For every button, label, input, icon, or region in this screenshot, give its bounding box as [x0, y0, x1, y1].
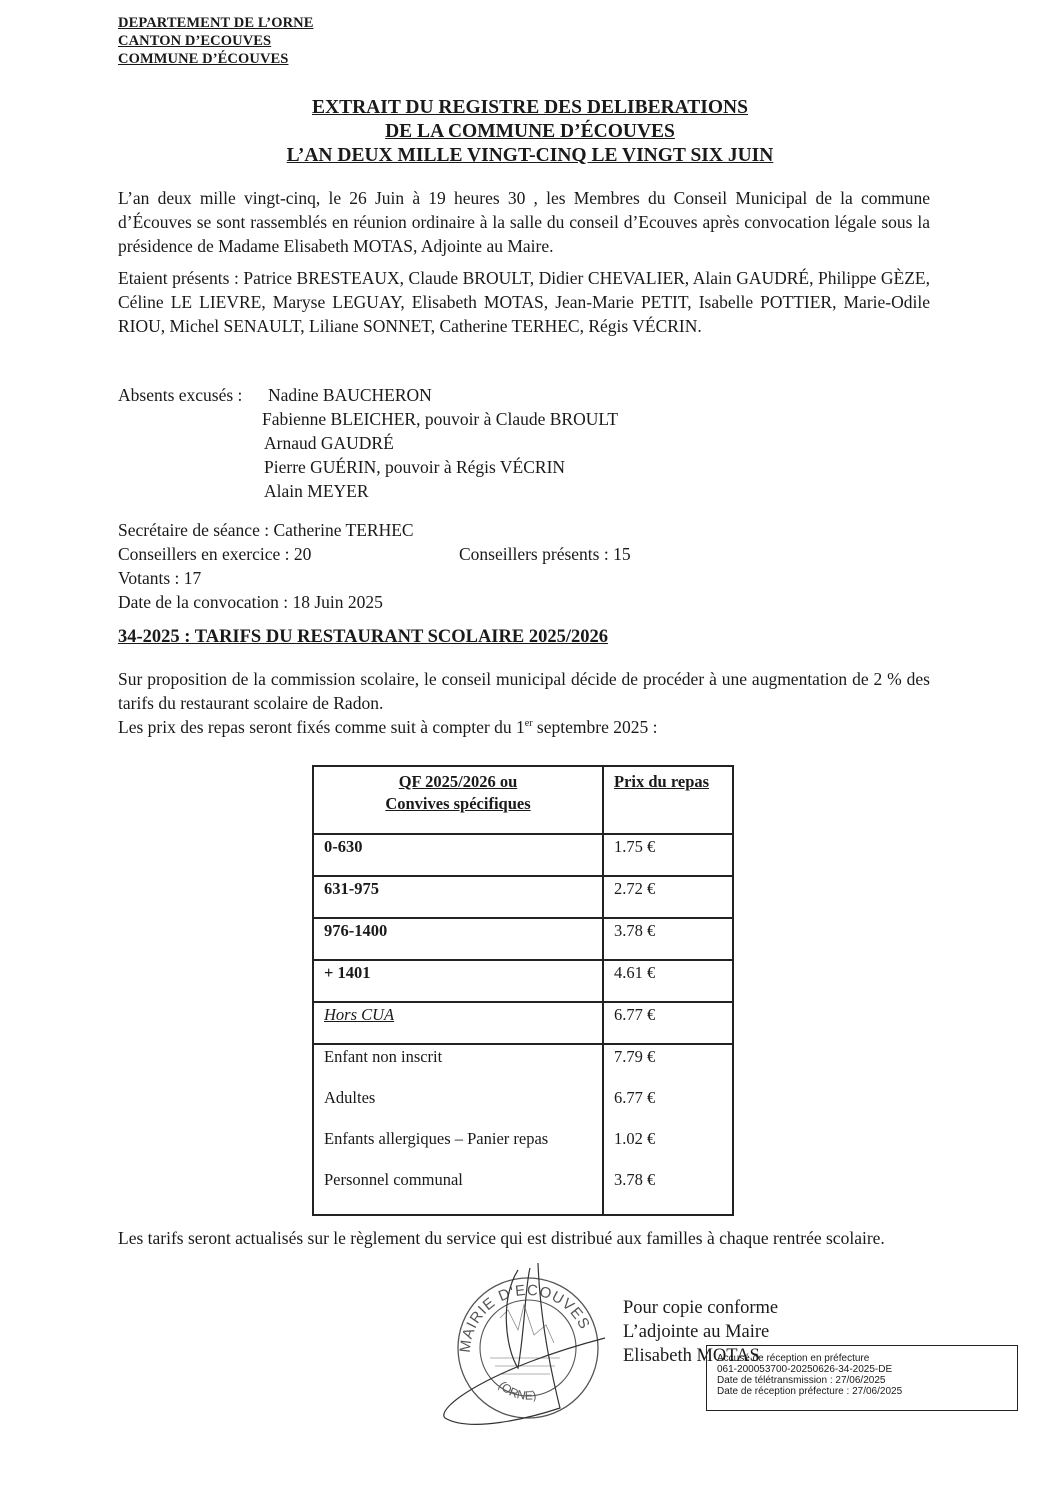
price-value: 6.77 €: [603, 1002, 733, 1044]
table-row: [313, 876, 733, 918]
price-value: 3.78 €: [603, 1168, 733, 1215]
absent-item: Nadine BAUCHERON: [268, 385, 432, 405]
qf-label: 0-630: [313, 834, 603, 876]
receipt-line-4: Date de réception préfecture : 27/06/2025: [717, 1386, 903, 1397]
convive-label: Enfants allergiques – Panier repas: [313, 1127, 603, 1168]
table-row: [313, 1044, 733, 1086]
title-line-1: EXTRAIT DU REGISTRE DES DELIBERATIONS: [312, 97, 748, 118]
signature-line-2: L’adjointe au Maire: [623, 1322, 770, 1342]
price-value: 4.61 €: [603, 960, 733, 1002]
table-row: [313, 1168, 733, 1215]
receipt-line-1: Accusé de réception en préfecture: [717, 1353, 870, 1364]
intro-paragraph: L’an deux mille vingt-cinq, le 26 Juin à 19 heures 30 , les Membres du Conseil Municipal de la commune d’Écouves se sont rassemblés en réunion ordinaire à la salle du conseil d’Ecouves après convocation légale sous la présidence de Madame Elisabeth MOTAS, Adjointe au Maire.: [118, 188, 930, 256]
convive-label: Adultes: [313, 1086, 603, 1127]
receipt-line-2: 061-200053700-20250626-34-2025-DE: [717, 1364, 893, 1375]
qf-label: Hors CUA: [313, 1002, 603, 1044]
price-value: 3.78 €: [603, 918, 733, 960]
signature-line-1: Pour copie conforme: [623, 1298, 779, 1318]
table-row: [313, 960, 733, 1002]
convive-label: Personnel communal: [313, 1168, 603, 1215]
table-header-row: [313, 766, 733, 834]
header-prix: Prix du repas: [603, 766, 733, 834]
table-row: [313, 918, 733, 960]
header-departement: DEPARTEMENT DE L’ORNE: [118, 15, 314, 31]
table-row: [313, 1002, 733, 1044]
date-convocation: Date de la convocation : 18 Juin 2025: [118, 592, 383, 612]
price-value: 1.75 €: [603, 834, 733, 876]
price-value: 2.72 €: [603, 876, 733, 918]
table-row: [313, 1127, 733, 1168]
deliberation-title: 34-2025 : TARIFS DU RESTAURANT SCOLAIRE 2025/2026: [118, 627, 608, 647]
mairie-seal-icon: [430, 1258, 620, 1438]
absent-item: Arnaud GAUDRÉ: [264, 433, 394, 453]
table-row: [313, 1086, 733, 1127]
header-qf: QF 2025/2026 ou Convives spécifiques: [313, 766, 603, 834]
presents-paragraph: Etaient présents : Patrice BRESTEAUX, Claude BROULT, Didier CHEVALIER, Alain GAUDRÉ, Philippe GÈZE, Céline LE LIEVRE, Maryse LEGUAY, Elisabeth MOTAS, Jean-Marie PETIT, Isabelle POTTIER, Marie-Odile RIOU, Michel SENAULT, Liliane SONNET, Catherine TERHEC, Régis VÉCRIN.: [118, 268, 930, 336]
conseillers-presents: Conseillers présents : 15: [459, 544, 631, 564]
header-canton: CANTON D’ECOUVES: [118, 33, 272, 49]
svg-text:MAIRIE D'ECOUVES: MAIRIE D'ECOUVES: [456, 1281, 594, 1354]
prefecture-receipt-box: [706, 1345, 1018, 1411]
price-value: 1.02 €: [603, 1127, 733, 1168]
absent-item: Fabienne BLEICHER, pouvoir à Claude BROULT: [262, 409, 619, 429]
qf-label: 976-1400: [313, 918, 603, 960]
title-line-2: DE LA COMMUNE D’ÉCOUVES: [385, 121, 675, 142]
decision-paragraph: Sur proposition de la commission scolaire, le conseil municipal décide de procéder à une augmentation de 2 % des tarifs du restaurant scolaire de Radon.: [118, 669, 930, 713]
title-line-3: L’AN DEUX MILLE VINGT-CINQ LE VINGT SIX JUIN: [286, 145, 774, 166]
absents-label: Absents excusés :: [118, 385, 243, 405]
convive-label: Enfant non inscrit: [313, 1044, 603, 1086]
prices-intro: Les prix des repas seront fixés comme suit à compter du 1er septembre 2025 :: [118, 717, 658, 737]
absents-list: [262, 383, 618, 503]
secretaire-de-seance: Secrétaire de séance : Catherine TERHEC: [118, 520, 414, 540]
price-value: 6.77 €: [603, 1086, 733, 1127]
header-commune: COMMUNE D’ÉCOUVES: [118, 51, 289, 67]
qf-label: 631-975: [313, 876, 603, 918]
absent-item: Pierre GUÉRIN, pouvoir à Régis VÉCRIN: [264, 457, 566, 477]
receipt-line-3: Date de télétransmission : 27/06/2025: [717, 1375, 886, 1386]
tarifs-table: [312, 765, 734, 1216]
price-value: 7.79 €: [603, 1044, 733, 1086]
administrative-header: [118, 14, 314, 68]
closing-paragraph: Les tarifs seront actualisés sur le règlement du service qui est distribué aux familles à chaque rentrée scolaire.: [118, 1228, 885, 1248]
conseillers-en-exercice: Conseillers en exercice : 20: [118, 544, 312, 564]
table-row: [313, 834, 733, 876]
votants: Votants : 17: [118, 568, 202, 588]
absent-item: Alain MEYER: [264, 481, 369, 501]
svg-text:(ORNE): (ORNE): [495, 1378, 538, 1403]
session-stats: [118, 518, 414, 614]
signature-line-3: Elisabeth MOTAS: [623, 1346, 760, 1366]
qf-label: + 1401: [313, 960, 603, 1002]
document-title: [200, 96, 860, 168]
